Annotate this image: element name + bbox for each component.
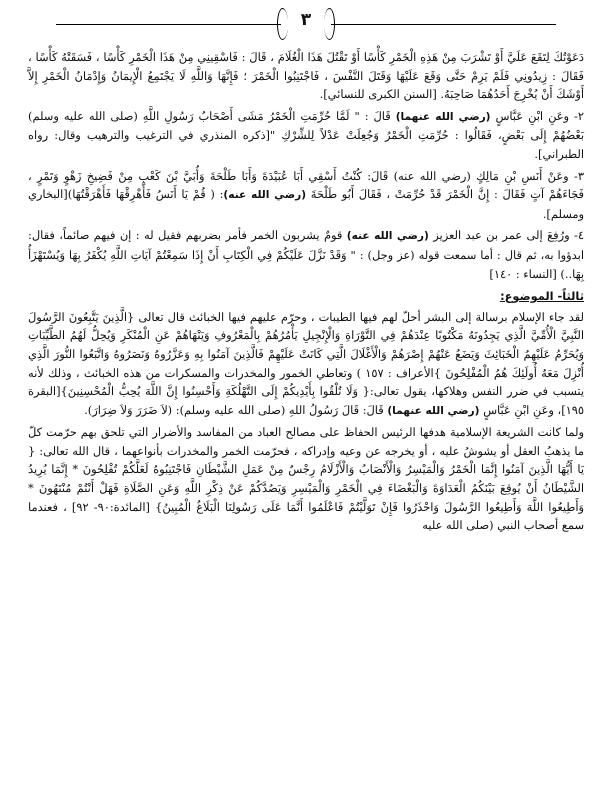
page-number-frame — [281, 8, 331, 38]
paragraph-topic — [28, 308, 584, 421]
hadith-2-text: قَالَ : " لَمَّا حُرِّمَتِ الْخَمْرُ مَشَى أَصْحَابُ رَسُولِ اللَّهِ (صلى الله عليه وسلم) بَعْضُهُمْ إِلَى بَعْضٍ، فَقَالُوا : حُرِّمَتِ الْخَمْرُ وَجُعِلَتْ عَدْلاً لِلشِّرْكِ "[ذكره المنذري في الترغيب والترهيب وقال: رواه الطبراني]. — [28, 108, 584, 161]
topic-honorific: (رضي الله عنهما) — [387, 404, 480, 417]
hadith-2-honorific: (رضي الله عنهما) — [395, 110, 491, 123]
paragraph-continuation: دَعَوْتُكَ لِتَقَعَ عَلَيَّ أَوْ تَشْرَبَ مِنْ هَذِهِ الْخَمْرِ كَأْسًا أَوْ تَقْتُلَ هَذَا الْغُلَامَ ، قَالَ : فَاسْقِينِي مِنْ هَذَا الْخَمْرِ كَأْسًا ، فَسَقَتْهُ كَأْسًا ، فَقَالَ : زِيدُونِي فَلَمْ يَرِمْ حَتَّى وَقَعَ عَلَيْهَا وَقَتَلَ النَّفْسَ ، فَاجْتَنِبُوا الْخَمْرَ ؛ فَإِنَّهَا وَاللَّهِ لَا يَجْتَمِعُ الْإِيمَانُ وَإِدْمَانُ الْخَمْرِ إِلاَّ أَوْشَكَ أَنْ يُخْرِجَ أَحَدُهُمَا صَاحِبَهُ. [السنن الكبرى للنسائي]. — [28, 50, 584, 102]
paragraph-item-4 — [28, 226, 584, 283]
paragraph-sharia: ولما كانت الشريعة الإسلامية هدفها الرئيس الحفاظ على مصالح العباد من المفاسد والأضرار التي تلحق بهم حرّمت كلّ ما يذهبُ العقل أو يشوشُ عليه ، أو يخرجه عن وعيه وإدراكه ، فحرّمت الخمر والمخدرات بأنواعهما ، قال الله تعالى: { يَا أَيُّهَا الَّذِينَ آمَنُوا إِنَّمَا الْخَمْرُ وَالْمَيْسِرُ وَالْأَنْصَابُ وَالْأَزْلَامُ رِجْسٌ مِنْ عَمَلِ الشَّيْطَانِ فَاجْتَنِبُوهُ لَعَلَّكُمْ تُفْلِحُونَ * إِنَّمَا يُرِيدُ الشَّيْطَانُ أَنْ يُوقِعَ بَيْنَكُمُ الْعَدَاوَةَ وَالْبَغْضَاءَ فِي الْخَمْرِ وَالْمَيْسِرِ وَيَصُدَّكُمْ عَنْ ذِكْرِ اللَّهِ وَعَنِ الصَّلَاةِ فَهَلْ أَنْتُمْ مُنْتَهُونَ * وَأَطِيعُوا اللَّهَ وَأَطِيعُوا الرَّسُولَ وَاحْذَرُوا فَإِنْ تَوَلَّيْتُمْ فَاعْلَمُوا أَنَّمَا عَلَى رَسُولِنَا الْبَلَاغُ الْمُبِينُ} [المائدة:٩٠- ٩٢] ، فعندما سمع أصحاب النبي (صلى الله عليه — [28, 425, 585, 533]
paragraph-hadith-3 — [28, 167, 584, 224]
item-4-intro: ٤- ورُفِعَ إلى عمر بن عبد العزيز — [428, 228, 584, 243]
page-header — [56, 8, 556, 40]
section-heading: ثالثاً- الموضوع: — [500, 289, 584, 304]
hadith-3-honorific: (رضي الله عنه) — [223, 189, 307, 202]
document-body — [28, 48, 584, 538]
item-4-text: قومٌ يشربون الخمر فأمر بضربهم فقيل له : إن فيهم صائماً، فقال: ابدؤوا به، ثم قال : أما سمعت قوله (عز وجل) : " وَقَدْ نَزَّلَ عَلَيْكُمْ فِي الْكِتَابِ أَنْ إِذَا سَمِعْتُمْ آيَاتِ اللَّهِ يُكْفَرُ بِهَا وَيُسْتَهْزَأُ بِهَا..) [النساء : ١٤٠] — [28, 228, 584, 281]
paragraph-hadith-2 — [28, 107, 584, 164]
topic-text: لقد جاء الإسلام برسالة إلى البشر أحلّ لهم فيها الطيبات ، وحرّم عليهم فيها الخبائث قال تعالى {الَّذِينَ يَتَّبِعُونَ الرَّسُولَ النَّبِيَّ الْأُمِّيَّ الَّذِي يَجِدُونَهُ مَكْتُوبًا عِنْدَهُمْ فِي التَّوْرَاةِ وَالْإِنْجِيلِ يَأْمُرُهُمْ بِالْمَعْرُوفِ وَيَنْهَاهُمْ عَنِ الْمُنْكَرِ وَيُحِلُّ لَهُمُ الطَّيِّبَاتِ وَيُحَرِّمُ عَلَيْهِمُ الْخَبَائِثَ وَيَضَعُ عَنْهُمْ إِصْرَهُمْ وَالْأَغْلَالَ الَّتِي كَانَتْ عَلَيْهِمْ فَالَّذِينَ آمَنُوا بِهِ وَعَزَّرُوهُ وَنَصَرُوهُ وَاتَّبَعُوا النُّورَ الَّذِي أُنْزِلَ مَعَهُ أُولَئِكَ هُمُ الْمُفْلِحُونَ }الأعراف : ١٥٧ ) وتعاطي الخمور والمخدرات والمسكرات من هذه الخبائث ، وذلك لأنه يتسبب في ضرر النفس وهلاكها، يقول تعالى:{ وَلَا تُلْقُوا بِأَيْدِيكُمْ إِلَى التَّهْلُكَةِ وَأَحْسِنُوا إِنَّ اللَّهَ يُحِبُّ الْمُحْسِنِينَ}[البقرة ١٩٥]، وعَنِ ابْنِ عَبَّاسٍ — [28, 309, 584, 417]
hadith-3-end: : ( قُمْ يَا أَنَسُ فَأَهْرِقْهَا فَأَهْرَقْتُهَا)[البخاري ومسلم]. — [28, 187, 584, 221]
topic-end: قَالَ: قَالَ رَسُولُ اللهِ (صلى الله عليه وسلم): (لاَ ضَرَرَ وَلاَ ضِرَارَ). — [84, 402, 388, 417]
hadith-3-text: ٣- وعَنْ أَنَسِ بْنِ مَالِكٍ (رضي الله عنه) قَالَ: كُنْتُ أَسْقِي أَبَا عُبَيْدَةَ وَأَبَا طَلْحَةَ وَأُبَيَّ بْنَ كَعْبٍ مِنْ فَضِيخِ زَهْوٍ وَتَمْرٍ ، فَجَاءَهُمْ آتٍ فَقَالَ : إِنَّ الْخَمْرَ قَدْ حُرِّمَتْ ، فَقَالَ أَبُو طَلْحَةَ — [28, 168, 584, 202]
page-number: ٣ — [300, 10, 312, 30]
hadith-2-intro: ٢- وعَنِ ابْنِ عَبَّاسٍ — [490, 108, 584, 123]
item-4-honorific: (رضي الله عنه) — [346, 230, 429, 243]
